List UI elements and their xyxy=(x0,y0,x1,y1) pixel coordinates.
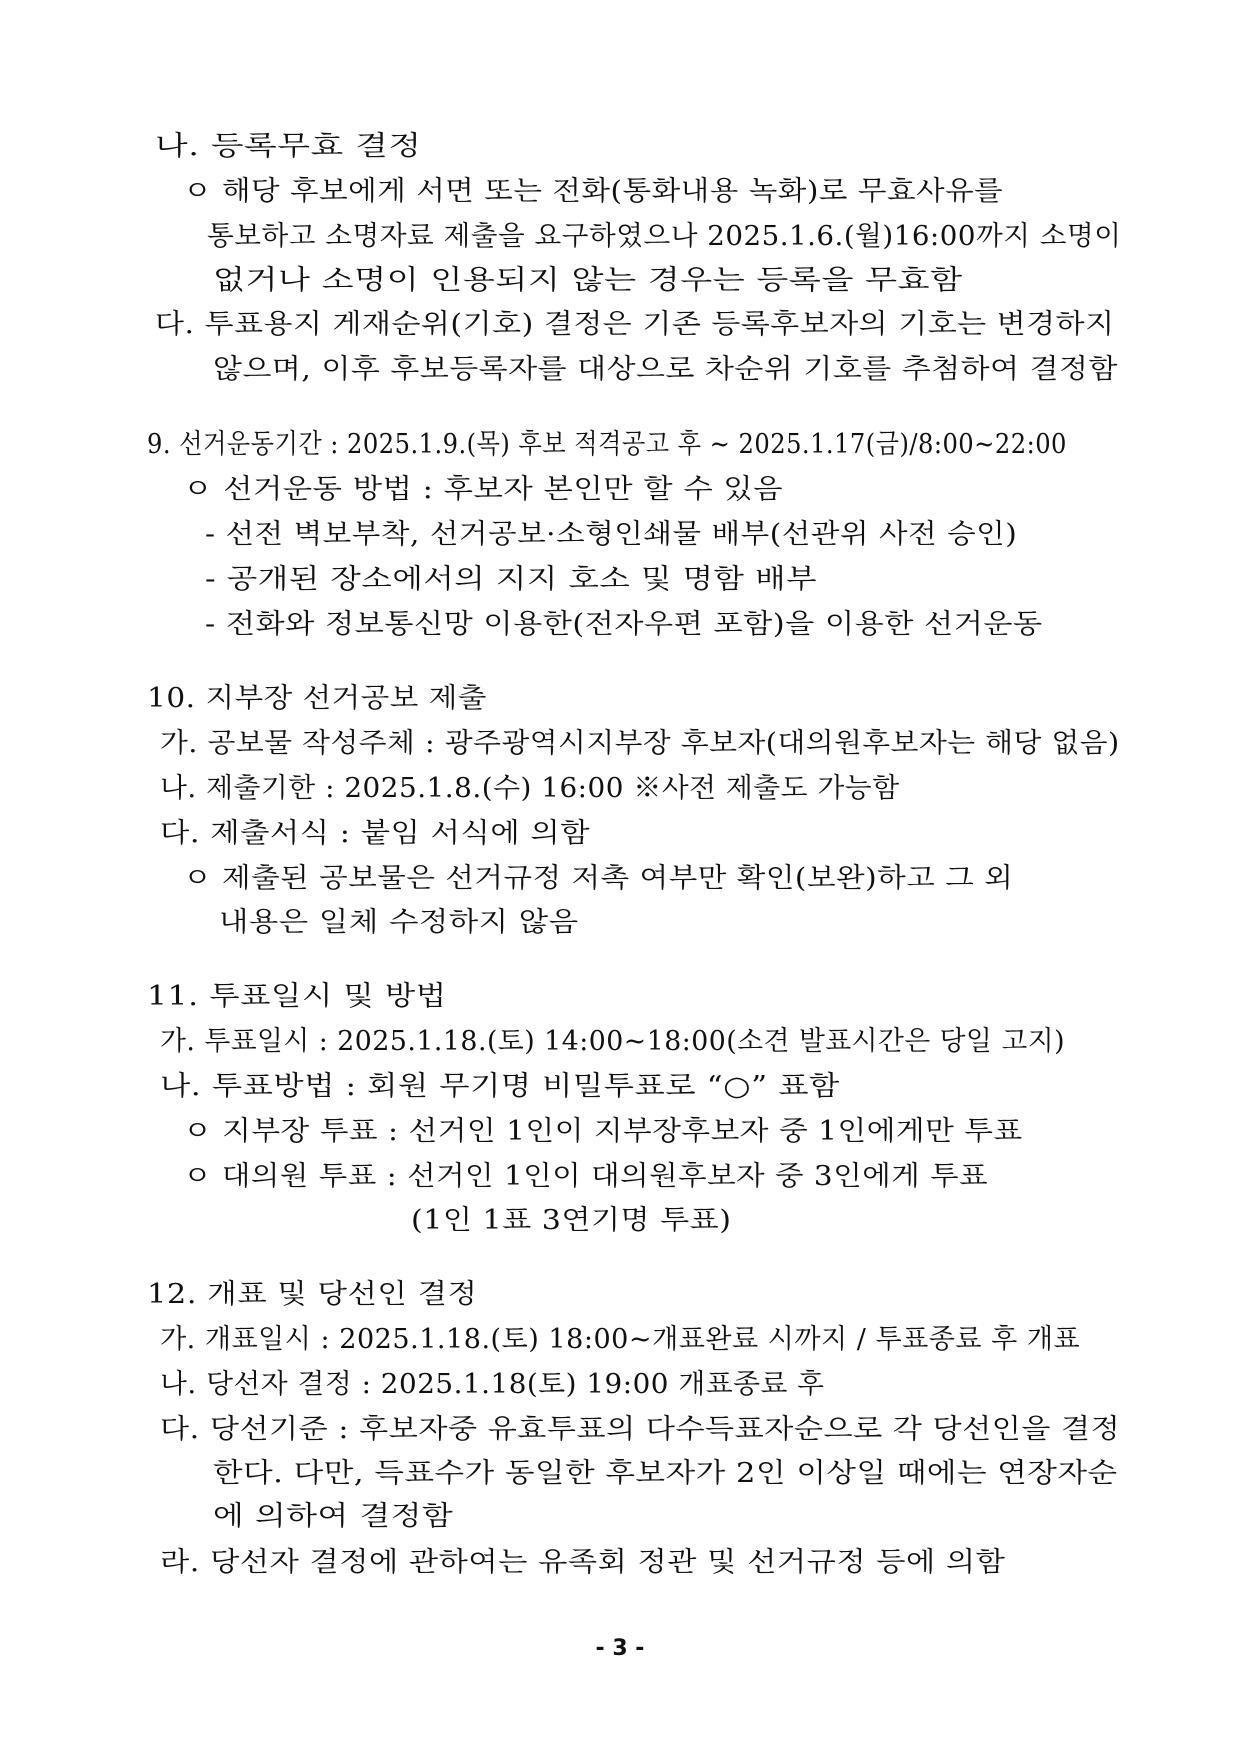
dash-item: - 전화와 정보통신망 이용한(전자우편 포함)을 이용한 선거운동 xyxy=(205,609,1043,640)
subsection-text: 다. 제출서식 : 붙임 서식에 의함 xyxy=(160,818,591,849)
bullet-continuation: 없거나 소명이 인용되지 않는 경우는 등록을 무효함 xyxy=(213,265,963,296)
subsection-continuation: 한다. 다만, 득표수가 동일한 후보자가 2인 이상일 때에는 연장자순 xyxy=(213,1458,1118,1489)
bullet-text: ㅇ 제출된 공보물은 선거규정 저촉 여부만 확인(보완)하고 그 외 xyxy=(183,863,1014,894)
subsection-text: 다. 투표용지 게재순위(기호) 결정은 기존 등록후보자의 기호는 변경하지 xyxy=(155,309,1115,340)
subsection-text: 라. 당선자 결정에 관하여는 유족회 정관 및 선거규정 등에 의함 xyxy=(160,1547,1006,1578)
section-heading-10: 10. 지부장 선거공보 제출 xyxy=(147,683,487,714)
page-number: - 3 - xyxy=(595,1636,645,1661)
subsection-text: 가. 공보물 작성주체 : 광주광역시지부장 후보자(대의원후보자는 해당 없음) xyxy=(160,728,1120,759)
bullet-continuation: 내용은 일체 수정하지 않음 xyxy=(219,907,579,938)
subsection-text: 나. 투표방법 : 회원 무기명 비밀투표로 “○” 표함 xyxy=(160,1071,840,1102)
subsection-heading-registration-invalid: 나. 등록무효 결정 xyxy=(155,131,422,162)
bullet-text: ㅇ 대의원 투표 : 선거인 1인이 대의원후보자 중 3인에게 투표 xyxy=(183,1161,989,1192)
dash-item: - 선전 벽보부착, 선거공보·소형인쇄물 배부(선관위 사전 승인) xyxy=(205,519,1018,550)
bullet-note: (1인 1표 3연기명 투표) xyxy=(411,1205,732,1236)
bullet-text: ㅇ 해당 후보에게 서면 또는 전화(통화내용 녹화)로 무효사유를 xyxy=(183,176,1004,207)
dash-item: - 공개된 장소에서의 지지 호소 및 명함 배부 xyxy=(205,564,818,595)
subsection-text: 가. 개표일시 : 2025.1.18.(토) 18:00~개표완료 시까지 / 투표종료 후 개표 xyxy=(160,1324,1081,1355)
subsection-text: 가. 투표일시 : 2025.1.18.(토) 14:00~18:00(소견 발표시간은 당일 고지) xyxy=(160,1026,1066,1057)
subsection-continuation: 에 의하여 결정함 xyxy=(213,1501,454,1532)
subsection-text: 다. 당선기준 : 후보자중 유효투표의 다수득표자순으로 각 당선인을 결정 xyxy=(160,1414,1121,1445)
subsection-text: 나. 제출기한 : 2025.1.8.(수) 16:00 ※사전 제출도 가능함 xyxy=(160,773,900,804)
section-heading-12: 12. 개표 및 당선인 결정 xyxy=(147,1279,478,1310)
subsection-continuation: 않으며, 이후 후보등록자를 대상으로 차순위 기호를 추첨하여 결정함 xyxy=(213,354,1118,385)
bullet-text: ㅇ 지부장 투표 : 선거인 1인이 지부장후보자 중 1인에게만 투표 xyxy=(183,1116,1023,1147)
bullet-continuation: 통보하고 소명자료 제출을 요구하였으나 2025.1.6.(월)16:00까지 소명이 xyxy=(207,221,1122,252)
subsection-text: 나. 당선자 결정 : 2025.1.18(토) 19:00 개표종료 후 xyxy=(160,1369,825,1400)
section-heading-11: 11. 투표일시 및 방법 xyxy=(147,981,447,1012)
section-heading-9: 9. 선거운동기간 : 2025.1.9.(목) 후보 적격공고 후 ~ 2025.1.17(금)/8:00~22:00 xyxy=(147,429,1067,460)
bullet-text: ㅇ 선거운동 방법 : 후보자 본인만 할 수 있음 xyxy=(183,474,784,505)
